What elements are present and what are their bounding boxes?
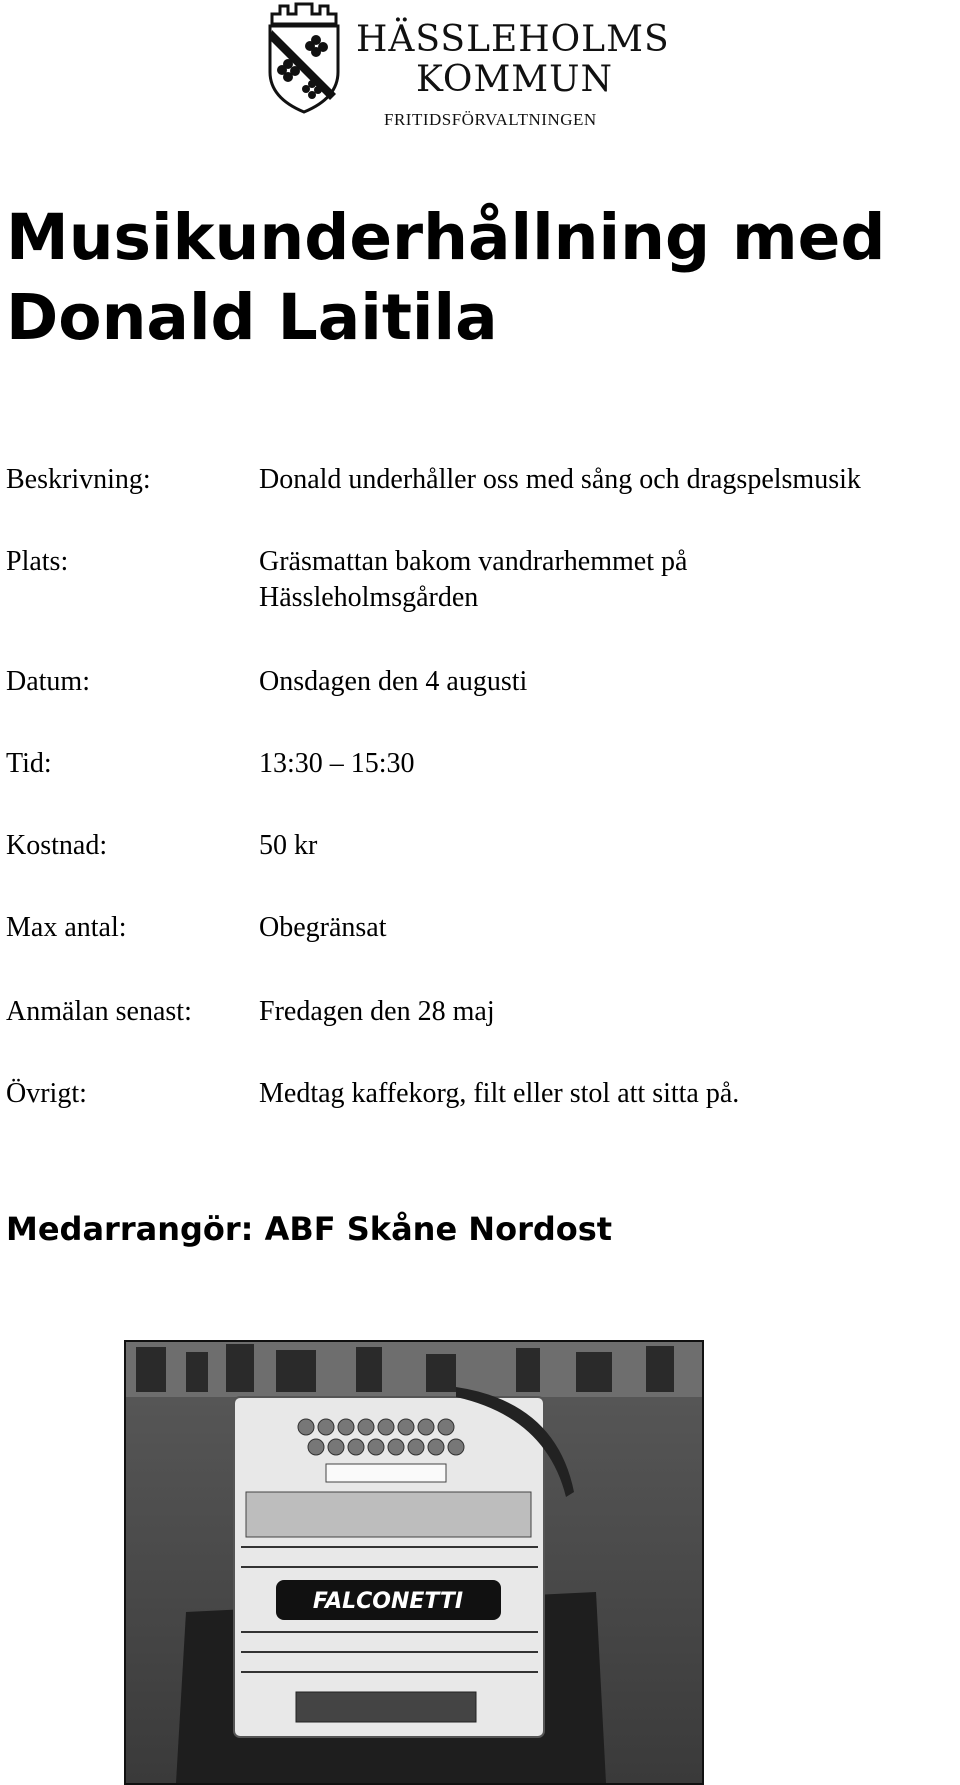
- accordion-brand-text: FALCONETTI: [312, 1589, 464, 1614]
- event-title-line2: Donald Laitila: [6, 281, 498, 354]
- max-label: Max antal:: [6, 912, 127, 943]
- cost-value: 50 kr: [259, 830, 318, 861]
- date-value: Onsdagen den 4 augusti: [259, 666, 528, 697]
- event-title: [6, 198, 946, 358]
- org-name-line1: HÄSSLEHOLMS: [356, 19, 670, 60]
- max-value: Obegränsat: [259, 912, 387, 943]
- other-value: Medtag kaffekorg, filt eller stol att sitta på.: [259, 1078, 740, 1109]
- cost-label: Kostnad:: [6, 830, 108, 861]
- description-value: Donald underhåller oss med sång och dragspelsmusik: [259, 464, 861, 495]
- date-label: Datum:: [6, 666, 90, 697]
- time-value: 13:30 – 15:30: [259, 748, 415, 779]
- event-title-line1: Musikunderhållning med: [6, 201, 886, 274]
- accordion-photo: [124, 1340, 704, 1785]
- signup-value: Fredagen den 28 maj: [259, 996, 495, 1027]
- description-label: Beskrivning:: [6, 464, 151, 495]
- org-name-line2: KOMMUN: [416, 59, 614, 100]
- co-organizer: Medarrangör: ABF Skåne Nordost: [6, 1210, 613, 1248]
- department-name: FRITIDSFÖRVALTNINGEN: [384, 110, 597, 129]
- signup-label: Anmälan senast:: [6, 996, 192, 1027]
- municipality-logo: [266, 0, 686, 130]
- other-label: Övrigt:: [6, 1078, 87, 1109]
- time-label: Tid:: [6, 748, 52, 779]
- place-label: Plats:: [6, 546, 69, 577]
- coat-of-arms-icon: [266, 0, 342, 114]
- place-value-line1: Gräsmattan bakom vandrarhemmet på: [259, 546, 688, 577]
- place-value-line2: Hässleholmsgården: [259, 582, 479, 613]
- accordion-image: [126, 1342, 702, 1783]
